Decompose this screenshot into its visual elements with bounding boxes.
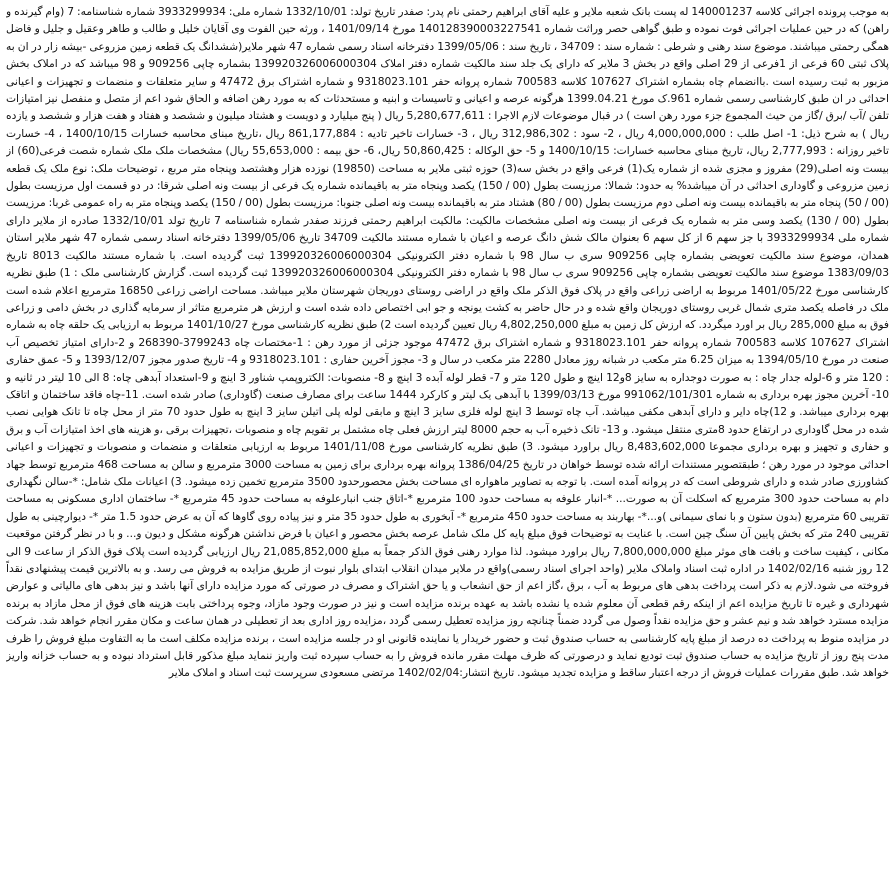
auction-notice-text: به موجب پرونده اجرائی کلاسه 140001237 له پست بانک شعبه ملایر و علیه آقای ابراهیم رحمتی نام پدر: صفدر تاریخ تولد: 1332/10/01 شماره ملی: 3933299934 شماره شناسنامه: 7 (وام گیرنده و راهن) که در حین عملیات اجرائی فوت نموده و طبق گواهی حصر وراثت شماره 140128390003227541 مورخ 1401/09/14 ، ورثه حین الفوت وی آقایان خلیل و طالب و طاهر وعقیل و جلیل و فاضل همگی رحمتی میباشند. موضوع سند رهنی و شرطی : شماره سند : 34709 ، تاریخ سند : 1399/05/06 دفترخانه اسناد رسمی شماره 47 شهر ملایر(ششدانگ یک قطعه زمین مزروعی -بیشه زار در ان به پلاک ثبتی 60 فرعی از 1فرعی از 29 اصلی واقع در بخش 3 ملایر که دارای یک جلد سند مالکیت شماره دفتر املاک 139920326006000304 بشماره چاپی 909256 و 98 میباشد که در املاک بخش مزبور به ثبت رسیده است .باانضمام چاه بشماره اشتراک 107627 کلاسه 700583 شماره پروانه حفر 9318023.101 و شماره اشتراک برق 47472 و سایر متعلقات و منضمات و تجهیزات و اعیانی احداثی در ان طبق کارشناسی رسمی شماره 961.ک مورخ 1399.04.21 هرگونه عرصه و اعیانی و تاسیسات و ابنیه و مستحدثات که به مورد رهن اضافه و الحاق شود اعم از متصل و منفصل نیز امتیازات تلفن /آب /برق /گاز من حیث المجموع جزء مورد رهن است ) در قبال موضوعات لازم الاجرا : 5,280,677,611 ریال ( پنج میلیارد و دویست و هشتاد میلیون و ششصد و هفتاد و هفت هزار و ششصد و یازده ریال ) به شرح ذیل: 1- اصل طلب : 4,000,000,000 ریال ، 2- سود : 312,986,302 ریال ، 3- خسارات تاخیر تادیه : 861,177,884 ریال ،تاریخ مبنای محاسبه خسارات 1400/10/15 ، 4- خسارت تاخیر روزانه : 2,777,993 ریال، تاریخ مبنای محاسبه خسارات: 1400/10/15 و 5- حق الوکاله : 50,860,425 ریال، 6- حق بیمه : 55,653,000 ریال) مشخصات ملک ملک شماره شصت فرعی(60) از بیست ونه اصلی(29) مفروز و مجزی شده از شماره یک(1) فرعی واقع در بخش سه(3) حوزه ثبتی ملایر به مساحت (19850) نوزده هزار وهشتصد وپنجاه متر مربع ، توضیحات ملک: نوع ملک یک قطعه زمین مزروعی و گاوداری احداثی در آن میباشد% به حدود: شمالا: مرزیست بطول (00 / 150) یکصد وپنجاه متر به باقیمانده شماره یک فرعی از بیست ونه اصلی شرقا: در دو قسمت اول مرزیست بطول (00 / 50) پنجاه متر به باقیمانده بیست ونه اصلی دوم مرزیست بطول (00 / 80) هشتاد متر به باقیمانده بیست ونه اصلی جنوبا: مرزیست بطول (00 / 150) یکصد وپنجاه متر به راه عمومی غربا: مرزیست بطول (00 / 130) یکصد وسی متر به شماره یک فرعی از بیست ونه اصلی مشخصات مالکیت: مالکیت ابراهیم رحمتی فرزند صفدر شماره شناسنامه 7 تاریخ تولد 1332/10/01 صادره از ملایر دارای شماره ملی 3933299934 با جز سهم 6 از کل سهم 6 بعنوان مالک شش دانگ عرصه و اعیان با شماره مستند مالکیت 34709 تاریخ 1399/05/06 دفترخانه اسناد رسمی شماره 47 شهر ملایر استان همدان، موضوع سند مالکیت تعویضی بشماره چاپی 909256 سری ب سال 98 با شماره دفتر الکترونیکی 139920326006000304 ثبت گردیده است. با شماره مستند مالکیت 8013 تاریخ 1383/09/03 موضوع سند مالکیت تعویضی بشماره چاپی 909256 سری ب سال 98 با شماره دفتر الکترونیکی 139920326006000304 ثبت گردیده است. گزارش کارشناسی ملک : 1) طبق نظریه کارشناسی مورخ 1401/05/22 مربوط به اراضی زراعی واقع در پلاک فوق الذکر ملک واقع در اراضی روستای دوریجان شهرستان ملایر میباشد. مساحت اراضی زراعی 16850 مترمربع اعلام شده است ملک در فاصله یکصد متری شمال غربی روستای دوریجان واقع شده و در حال حاضر به کشت یونجه و جو ابی اختصاص داده شده است و ارزش هر مترمربع متاثر از سرمایه گذاری در بخش دامی و زراعی فوق به مبلغ 285,000 ریال بر اورد میگردد. که ارزش کل زمین به مبلغ 4,802,250,000 ریال تعیین گردیده است 2) طبق نظریه کارشناسی مورخ 1401/10/27 مربوط به ارزیابی یک حلقه چاه به شماره اشتراک 107627 کلاسه 700583 شماره پروانه حفر 9318023.101 و شماره اشتراک برق 47472 موجود جزئی از مورد رهن : 1-مختصات چاه 3799243-268390 و 2-دارای امتیاز تخصیص آب صنعت در مورخ 1394/05/10 به میزان 6.25 متر مکعب در شبانه روز معادل 2280 متر مکعب در سال و 3- مجوز آخرین حفاری : 9318023.101 و 4- تاریخ صدور مجوز 1393/12/07 و 5- عمق حفاری : 120 متر و 6-لوله جدار چاه : به صورت دوجداره به سایز 8و12 اینچ و طول 120 متر و 7- قطر لوله آبده 3 اینچ و 8- منصوبات: الکتروپمپ شناور 3 اینچ و 9-استعداد آبدهی چاه: 8 الی 10 لیتر در ثانیه و 10- آخرین مجوز بهره برداری به شماره 991062/101/301 مورخ 1399/03/13 با آبدهی یک لیتر و کارکرد 1444 ساعت برای مصارف صنعت (گاوداری) صادر شده است. 11-چاه فاقد ساختمان و اتاقک بهره برداری میباشد. و 12)چاه دایر و دارای آبدهی مکفی میباشد. آب چاه توسط 3 اینچ لوله فلزی سایز 3 اینچ و مابقی لوله پلی اتیلن سایز 3 اینچ به طول حدود 70 متر از محل چاه تا تانک هوایی نصب شده در محل گاوداری در ارتفاع حدود 8متری منتقل میشود. و 13- تانک ذخیره آب به حجم 8000 لیتر ارزش فعلی چاه مشتمل بر تقویم چاه و منصوبات ،تجهیزات برقی ،و هزینه های اخذ امتیازات آب و برق و حفاری و تجهیز و بهره برداری مجموعا 8,483,602,000 ریال براورد میشود. 3) طبق نظریه کارشناسی مورخ 1401/11/08 مربوط به ارزیابی متعلقات و منضمات و منصوبات و تجهیزات و اعیانی احداثی موجود در مورد رهن ؛ طبقتصویر مستندات ارائه شده توسط خواهان در تاریخ 1386/04/25 پروانه بهره برداری برای زمین به مساحت 3000 مترمربع و سالن به مساحت 468 مترمربع توسط جهاد کشاورزی صادر شده و دارای شروطی است که در پروانه آمده است. با توجه به تصاویر ماهواره ای مساحت بخش محصورحدود 3500 مترمربع تخمین زده میشود. 3) اعیانات ملک شامل: *-سالن نگهداری دام به مساحت حدود 300 مترمربع که اسکلت آن به صورت... *-انبار علوفه به مساحت حدود 100 مترمربع *-اتاق جنب انبارعلوفه به مساحت حدود 45 مترمربع *- ساختمان اداری مسکونی به مساحت تقریبی 60 مترمربع (بدون ستون و با نمای سیمانی )و...*- بهاربند به مساحت حدود 450 مترمربع *- آبخوری به طول حدود 35 متر و نیز پیاده روی گاوها که آن به عرض حدود 1.5 متر *- دیوارچینی به طول تقریبی 240 متر که بخش پایین آن سنگ چین است. با عنایت به توضیحات فوق مبلغ پایه کل ملک شامل عرصه بخش محصور و اعیان با فرض نداشتن هرگونه مشکل و دیون و... و با در نظر گرفتن موقعیت مکانی ، کیفیت ساخت و بافت های موثر مبلغ 7,800,000,000 ریال براورد میشود. لذا موارد رهنی فوق الذکر جمعاً به مبلغ 21,085,852,000 ریال ارزیابی گردیده است پلاک فوق الذکر از ساعت 9 الی 12 روز شنبه 1402/02/16 در اداره ثبت اسناد واملاک ملایر (واحد اجرای اسناد رسمی)واقع در ملایر میدان انقلاب ابتدای بلوار نبوت از طریق مزایده به فروش می رسد. و به بالاترین قیمت پیشنهادی نقداً فروخته می شود.لازم به ذکر است پرداخت بدهی های مربوط به آب ، برق ،گاز اعم از حق انشعاب و یا حق اشتراک و مصرف در صورتی که مورد مزایده دارای آنها باشد و نیز بدهی های مالیاتی و عوارض شهرداری و غیره تا تاریخ مزایده اعم از اینکه رقم قطعی آن معلوم شده یا نشده باشد به عهده برنده مزایده است و نیز در صورت وجود مازاد، وجوه پرداختی بابت هزینه های فوق از محل مازاد به برنده مزایده مسترد خواهد شد و نیم عشر و حق مزایده نقداً وصول می گردد ضمناً چنانچه روز مزایده تعطیل رسمی گردد ،مزایده روز اداری بعد از تعطیلی در همان ساعت و مکان مقرر انجام خواهد شد. شرکت در مزایده منوط به پرداخت ده درصد از مبلغ پایه کارشناسی به حساب صندوق ثبت و حضور خریدار یا نماینده قانونی او در جلسه مزایده است ، برنده مزایده مکلف است ما به التفاوت مبلغ فروش را ظرف مدت پنج روز از تاریخ مزایده به حساب صندوق ثبت تودیع نماید و درصورتی که ظرف مهلت مقرر مانده فروش را به حساب سپرده ثبت واریز ننماید مبلغ مذکور قابل استرداد نبوده و به حساب خزانه واریز خواهد شد. طبق مقررات عملیات فروش از درجه اعتبار ساقط و مزایده تجدید میشود. تاریخ انتشار:1402/02/04 مرتضی مسعودی سرپرست ثبت اسناد و املاک ملایر — [6, 5, 889, 680]
